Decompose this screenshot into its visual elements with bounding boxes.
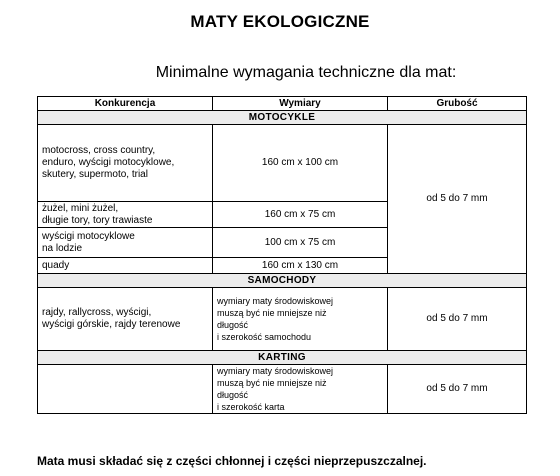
konkurencja-line: rajdy, rallycross, wyścigi,	[42, 307, 152, 318]
section-row-karting	[38, 351, 527, 365]
wymiary-cell	[213, 288, 388, 351]
konkurencja-line: długie tory, tory trawiaste	[42, 214, 153, 226]
table-row	[38, 288, 527, 351]
footer-note: Mata musi składać się z części chłonnej i części nieprzepuszczalnej.	[37, 454, 427, 468]
header-grubosc: Grubość	[388, 97, 527, 111]
konkurencja-line: skutery, supermoto, trial	[42, 169, 148, 180]
konkurencja-cell	[38, 228, 213, 258]
konkurencja-cell	[38, 365, 213, 414]
grubosc-cell: od 5 do 7 mm	[388, 288, 527, 351]
konkurencja-line: motocross, cross country,	[42, 145, 156, 156]
section-title-karting: KARTING	[38, 351, 527, 365]
konkurencja-line: wyścigi górskie, rajdy terenowe	[42, 319, 181, 330]
section-row-samochody	[38, 274, 527, 288]
konkurencja-cell	[38, 125, 213, 202]
header-konkurencja: Konkurencja	[38, 97, 213, 111]
wymiary-line: długość	[217, 320, 249, 330]
grubosc-cell: od 5 do 7 mm	[388, 125, 527, 274]
section-title-samochody: SAMOCHODY	[38, 274, 527, 288]
wymiary-cell	[213, 365, 388, 414]
section-title-motocykle: MOTOCYKLE	[38, 111, 527, 125]
document-subtitle: Minimalne wymagania techniczne dla mat:	[155, 64, 457, 81]
wymiary-cell: 160 cm x 100 cm	[213, 125, 388, 202]
konkurencja-line: wyścigi motocyklowe	[42, 230, 135, 242]
wymiary-line: długość	[217, 390, 249, 400]
konkurencja-cell	[38, 202, 213, 228]
table-row	[38, 365, 527, 414]
requirements-table	[37, 96, 527, 414]
wymiary-line: i szerokość samochodu	[217, 332, 312, 342]
wymiary-cell: 160 cm x 75 cm	[213, 202, 388, 228]
header-wymiary: Wymiary	[213, 97, 388, 111]
konkurencja-line: żużel, mini żużel,	[42, 202, 119, 214]
wymiary-line: wymiary maty środowiskowej	[217, 296, 334, 306]
wymiary-line: i szerokość karta	[217, 402, 285, 412]
konkurencja-cell	[38, 288, 213, 351]
section-row-motocykle	[38, 111, 527, 125]
konkurencja-line: enduro, wyścigi motocyklowe,	[42, 157, 175, 168]
wymiary-line: wymiary maty środowiskowej	[217, 366, 334, 376]
konkurencja-line: na lodzie	[42, 242, 83, 254]
wymiary-line: muszą być nie mniejsze niż	[217, 308, 327, 318]
konkurencja-cell: quady	[38, 258, 213, 274]
table-header-row	[38, 97, 527, 111]
wymiary-cell: 160 cm x 130 cm	[213, 258, 388, 274]
grubosc-cell: od 5 do 7 mm	[388, 365, 527, 414]
document-title: MATY EKOLOGICZNE	[190, 12, 370, 31]
table-row	[38, 125, 527, 202]
wymiary-cell: 100 cm x 75 cm	[213, 228, 388, 258]
wymiary-line: muszą być nie mniejsze niż	[217, 378, 327, 388]
